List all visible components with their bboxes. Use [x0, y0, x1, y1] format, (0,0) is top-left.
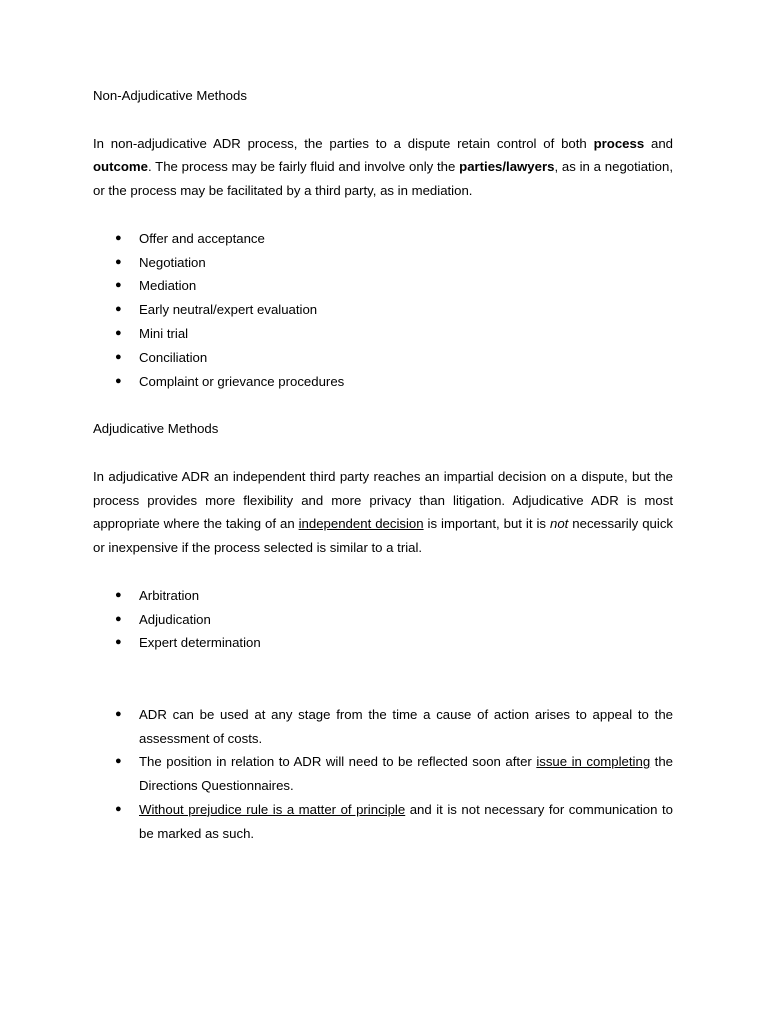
text-run: In non-adjudicative ADR process, the parties to a dispute retain control of both	[93, 135, 594, 151]
bullet-icon: ●	[115, 636, 122, 649]
text-run: . The process may be fairly fluid and involve only the	[147, 159, 460, 175]
bullet-icon: ●	[115, 612, 122, 625]
list-item: ● Expert determination	[93, 631, 673, 655]
bullet-icon: ●	[115, 588, 122, 601]
list-item: ● Negotiation	[93, 251, 673, 275]
non-adjudicative-methods-list	[93, 227, 673, 394]
bullet-icon: ●	[115, 303, 122, 316]
bullet-icon: ●	[115, 350, 122, 363]
list-item: ● Mediation	[93, 274, 673, 298]
spacer	[93, 679, 673, 703]
list-item: ● Early neutral/expert evaluation	[93, 298, 673, 322]
bold-parties-lawyers: parties/lawyers	[459, 159, 555, 175]
list-item: ● ADR can be used at any stage from the time a cause of action arises to appeal to the assessment of costs.	[93, 703, 673, 751]
bullet-icon: ●	[115, 374, 122, 387]
text-run: , as in a negotiation, or the process may be facilitated by a third party, as in mediation.	[93, 159, 673, 199]
bold-process: process	[593, 135, 645, 151]
bullet-icon: ●	[115, 755, 122, 768]
italic-not: not	[549, 516, 569, 532]
bullet-icon: ●	[115, 326, 122, 339]
bullet-icon: ●	[115, 279, 122, 292]
text-run: In adjudicative ADR an independent third party reaches an impartial decision on a dispute, but the process provides more flexibility and more privacy than litigation. Adjudicative ADR is most appropriate where the taking of an	[93, 468, 673, 532]
bold-outcome: outcome	[93, 159, 148, 175]
bullet-icon: ●	[115, 255, 122, 268]
list-item: ● Offer and acceptance	[93, 227, 673, 251]
text-run: and	[644, 135, 673, 151]
list-item: ● Adjudication	[93, 608, 673, 632]
text-run: is important, but it is	[423, 516, 550, 532]
bullet-icon: ●	[115, 707, 122, 720]
list-item: ● Arbitration	[93, 584, 673, 608]
underlined-independent-decision: independent decision	[298, 516, 424, 532]
list-item: ● Mini trial	[93, 322, 673, 346]
section-heading-non-adjudicative: Non-Adjudicative Methods	[93, 88, 247, 103]
list-item: ● Conciliation	[93, 346, 673, 370]
list-item: ● Complaint or grievance procedures	[93, 370, 673, 394]
list-item: ● The position in relation to ADR will need to be reflected soon after issue in completing the Directions Questionnaires.	[93, 750, 673, 798]
underlined-without-prejudice-rule: Without prejudice rule is a matter of principle	[139, 801, 406, 817]
bullet-icon: ●	[115, 802, 122, 815]
list-item: ● Without prejudice rule is a matter of principle and it is not necessary for communication to be marked as such.	[93, 798, 673, 846]
section-heading-adjudicative: Adjudicative Methods	[93, 421, 219, 437]
adjudicative-methods-list	[93, 584, 673, 655]
adr-notes-list	[93, 703, 673, 846]
paragraph-non-adjudicative	[93, 132, 673, 203]
underlined-issue-in-completing: issue in completing	[536, 754, 651, 770]
bullet-icon: ●	[115, 231, 122, 244]
paragraph-adjudicative	[93, 465, 673, 560]
text-run: necessarily quick or inexpensive if the process selected is similar to a trial.	[93, 516, 674, 556]
